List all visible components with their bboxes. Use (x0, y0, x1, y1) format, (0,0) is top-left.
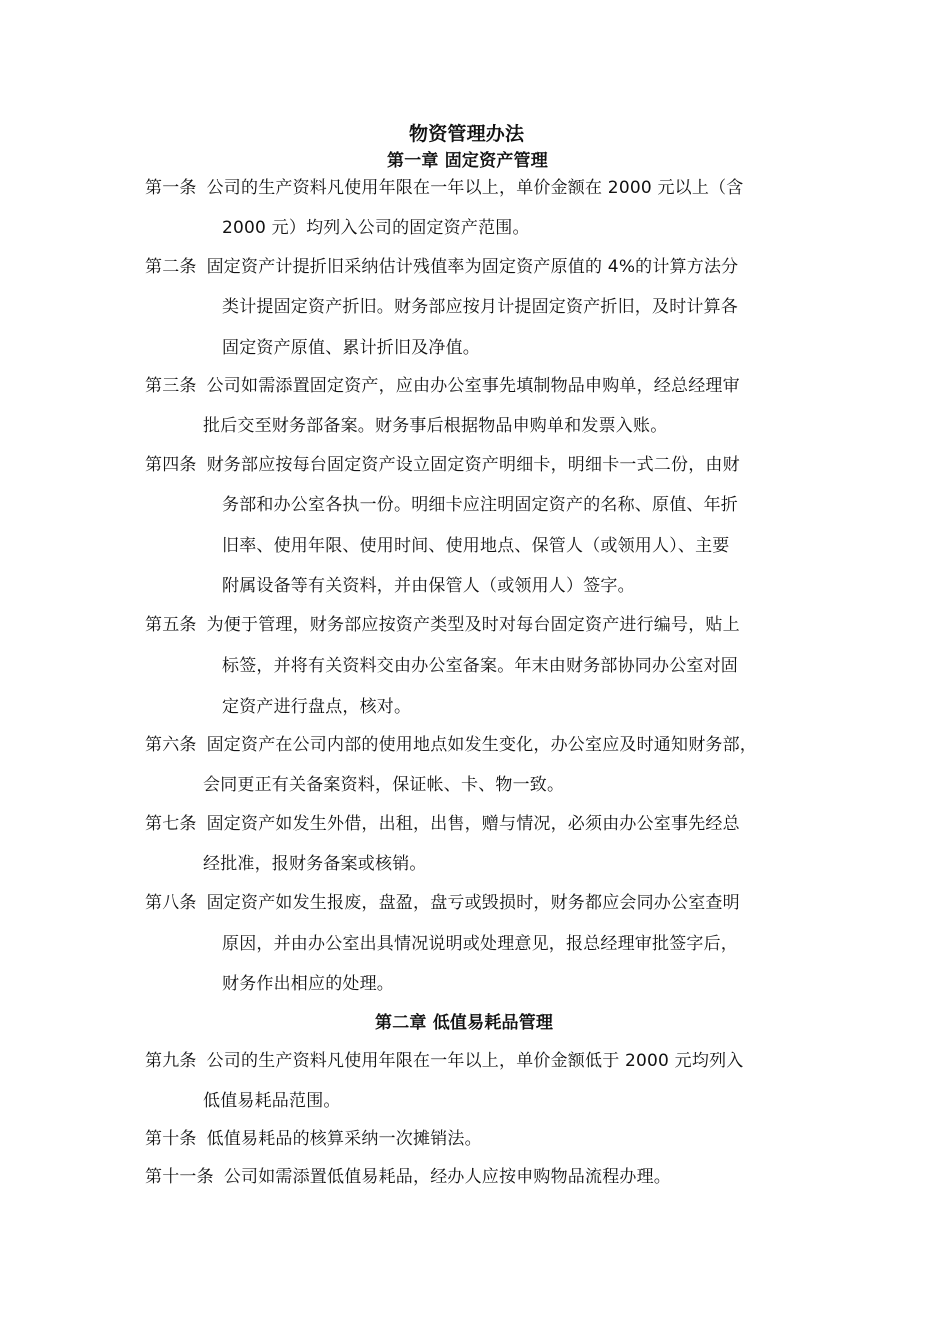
article-4-line-2: 务部和办公室各执一份。明细卡应注明固定资产的名称、原值、年折 (222, 495, 738, 515)
article-3-text: 公司如需添置固定资产，应由办公室事先填制物品申购单，经总经理审 (206, 376, 740, 396)
article-3-line-2: 批后交至财务部备案。财务事后根据物品申购单和发票入账。 (203, 416, 668, 436)
article-10-text: 低值易耗品的核算采纳一次摊销法。 (206, 1129, 482, 1149)
article-6-text: 固定资产在公司内部的使用地点如发生变化，办公室应及时通知财务部， (206, 735, 758, 755)
chapter-2-heading: 第二章 低值易耗品管理 (375, 1013, 554, 1033)
article-2-line-1 (145, 256, 738, 278)
article-2-label: 第二条 (145, 257, 197, 277)
article-8-line-1 (145, 892, 740, 914)
article-9-line-2: 低值易耗品范围。 (203, 1091, 341, 1111)
article-1-label: 第一条 (145, 178, 197, 198)
article-11-line-1 (145, 1166, 671, 1188)
article-11-text: 公司如需添置低值易耗品，经办人应按申购物品流程办理。 (223, 1167, 672, 1187)
article-1-line-1 (145, 177, 743, 199)
document-title: 物资管理办法 (409, 123, 525, 145)
article-4-text: 财务部应按每台固定资产设立固定资产明细卡，明细卡一式二份，由财 (206, 455, 740, 475)
article-5-line-3: 定资产进行盘点，核对。 (222, 697, 412, 717)
article-1-line-2: 2000 元）均列入公司的固定资产范围。 (222, 218, 530, 238)
article-8-label: 第八条 (145, 893, 197, 913)
article-5-line-2: 标签，并将有关资料交由办公室备案。年末由财务部协同办公室对固 (222, 656, 738, 676)
article-1-text: 公司的生产资料凡使用年限在一年以上，单价金额在 2000 元以上（含 (206, 178, 744, 198)
article-4-line-1 (145, 454, 740, 476)
article-4-label: 第四条 (145, 455, 197, 475)
article-8-line-2: 原因，并由办公室出具情况说明或处理意见，报总经理审批签字后， (222, 934, 738, 954)
article-3-label: 第三条 (145, 376, 197, 396)
article-2-line-2: 类计提固定资产折旧。财务部应按月计提固定资产折旧，及时计算各 (222, 297, 738, 317)
article-7-line-1 (145, 813, 740, 835)
article-10-label: 第十条 (145, 1129, 197, 1149)
article-4-line-3: 旧率、使用年限、使用时间、使用地点、保管人（或领用人）、主要 (222, 536, 730, 556)
article-8-text: 固定资产如发生报废，盘盈，盘亏或毁损时，财务都应会同办公室查明 (206, 893, 740, 913)
article-10-line-1 (145, 1128, 482, 1150)
article-9-text: 公司的生产资料凡使用年限在一年以上，单价金额低于 2000 元均列入 (206, 1051, 744, 1071)
article-5-line-1 (145, 614, 740, 636)
article-5-text: 为便于管理，财务部应按资产类型及时对每台固定资产进行编号，贴上 (206, 615, 740, 635)
article-4-line-4: 附属设备等有关资料，并由保管人（或领用人）签字。 (222, 576, 635, 596)
article-7-text: 固定资产如发生外借，出租，出售，赠与情况，必须由办公室事先经总 (206, 814, 740, 834)
article-11-label: 第十一条 (145, 1167, 214, 1187)
article-6-line-2: 会同更正有关备案资料，保证帐、卡、物一致。 (203, 775, 565, 795)
article-3-line-1 (145, 375, 740, 397)
article-7-line-2: 经批准，报财务备案或核销。 (203, 854, 427, 874)
article-2-text: 固定资产计提折旧采纳估计残值率为固定资产原值的 4%的计算方法分 (206, 257, 739, 277)
article-6-label: 第六条 (145, 735, 197, 755)
chapter-1-heading: 第一章 固定资产管理 (387, 151, 548, 171)
article-9-line-1 (145, 1050, 743, 1072)
article-5-label: 第五条 (145, 615, 197, 635)
article-2-line-3: 固定资产原值、累计折旧及净值。 (222, 338, 480, 358)
article-7-label: 第七条 (145, 814, 197, 834)
article-8-line-3: 财务作出相应的处理。 (222, 974, 394, 994)
article-9-label: 第九条 (145, 1051, 197, 1071)
article-6-line-1 (145, 734, 757, 756)
